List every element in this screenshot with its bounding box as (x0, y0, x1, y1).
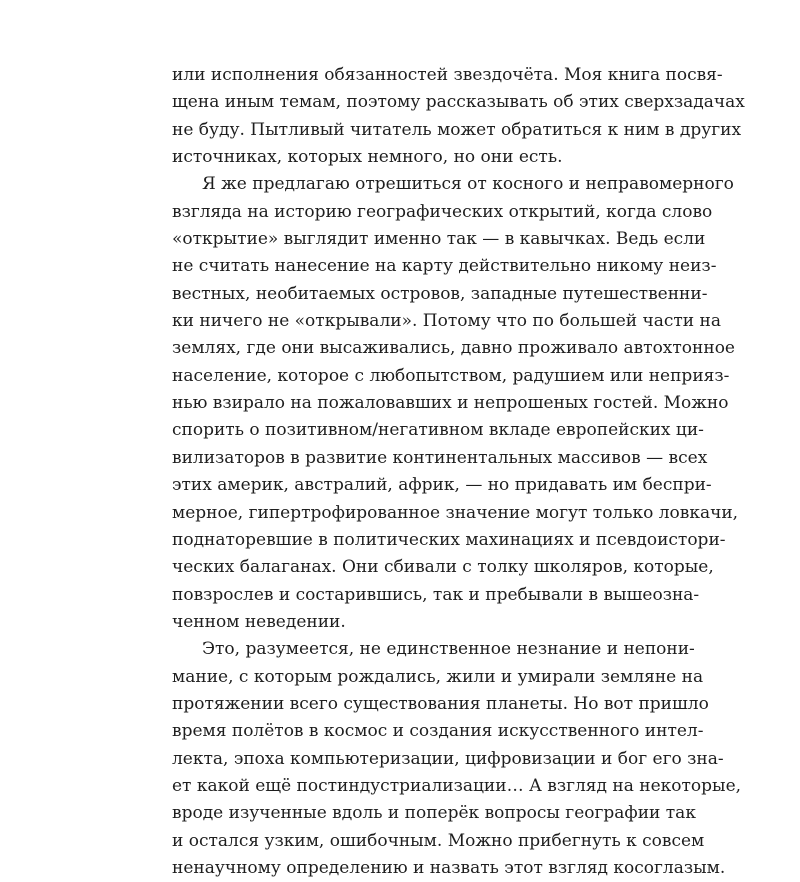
paragraph (172, 636, 742, 882)
text-line: землях, где они высаживались, давно проживало автохтонное (172, 338, 735, 359)
text-line: источниках, которых немного, но они есть. (172, 147, 563, 168)
text-column (172, 62, 745, 882)
text-line: вилизаторов в развитие континентальных массивов — всех (172, 447, 708, 468)
text-line: не считать нанесение на карту действительно никому неиз- (172, 256, 717, 277)
text-line: ческих балаганах. Они сбивали с толку школяров, которые, (172, 557, 714, 578)
text-line: ненаучному определению и назвать этот взгляд косоглазым. (172, 857, 726, 878)
text-line: ет какой ещё постиндустриализации… А взгляд на некоторые, (172, 775, 742, 796)
text-line: лекта, эпоха компьютеризации, цифровизации и бог его зна- (172, 748, 724, 769)
text-line: ки ничего не «открывали». Потому что по большей части на (172, 311, 721, 332)
text-line: этих америк, австралий, африк, — но придавать им беспри- (172, 475, 712, 496)
paragraph (172, 171, 739, 636)
text-line: поднаторевшие в политических махинациях и псевдоистори- (172, 529, 726, 550)
text-line: спорить о позитивном/негативном вкладе европейских ци- (172, 420, 704, 441)
text-line: щена иным темам, поэтому рассказывать об этих сверхзадачах (172, 92, 745, 113)
text-line: время полётов в космос и создания искусственного интел- (172, 721, 704, 742)
text-line: ченном неведении. (172, 611, 346, 632)
text-line: взгляда на историю географических открытий, когда слово (172, 201, 713, 222)
text-line: мание, с которым рождались, жили и умирали земляне на (172, 666, 704, 687)
text-line: вестных, необитаемых островов, западные путешественни- (172, 283, 708, 304)
text-line: «открытие» выглядит именно так — в кавычках. Ведь если (172, 229, 706, 250)
text-line: не буду. Пытливый читатель может обратиться к ним в других (172, 119, 742, 140)
paragraph (172, 62, 745, 171)
text-line: или исполнения обязанностей звездочёта. Моя книга посвя- (172, 65, 723, 85)
text-line: Я же предлагаю отрешиться от косного и неправомерного (202, 174, 734, 195)
text-line: повзрослев и состарившись, так и пребывали в вышеозна- (172, 584, 700, 605)
text-line: вроде изученные вдоль и поперёк вопросы географии так (172, 803, 696, 824)
text-line: Это, разумеется, не единственное незнание и непони- (202, 639, 695, 660)
text-line: протяжении всего существования планеты. Но вот пришло (172, 693, 709, 714)
text-line: и остался узким, ошибочным. Можно прибегнуть к совсем (172, 830, 705, 851)
text-line: мерное, гипертрофированное значение могут только ловкачи, (172, 502, 739, 523)
text-line: нью взирало на пожаловавших и непрошеных гостей. Можно (172, 393, 729, 414)
text-line: население, которое с любопытством, радушием или неприяз- (172, 365, 730, 386)
